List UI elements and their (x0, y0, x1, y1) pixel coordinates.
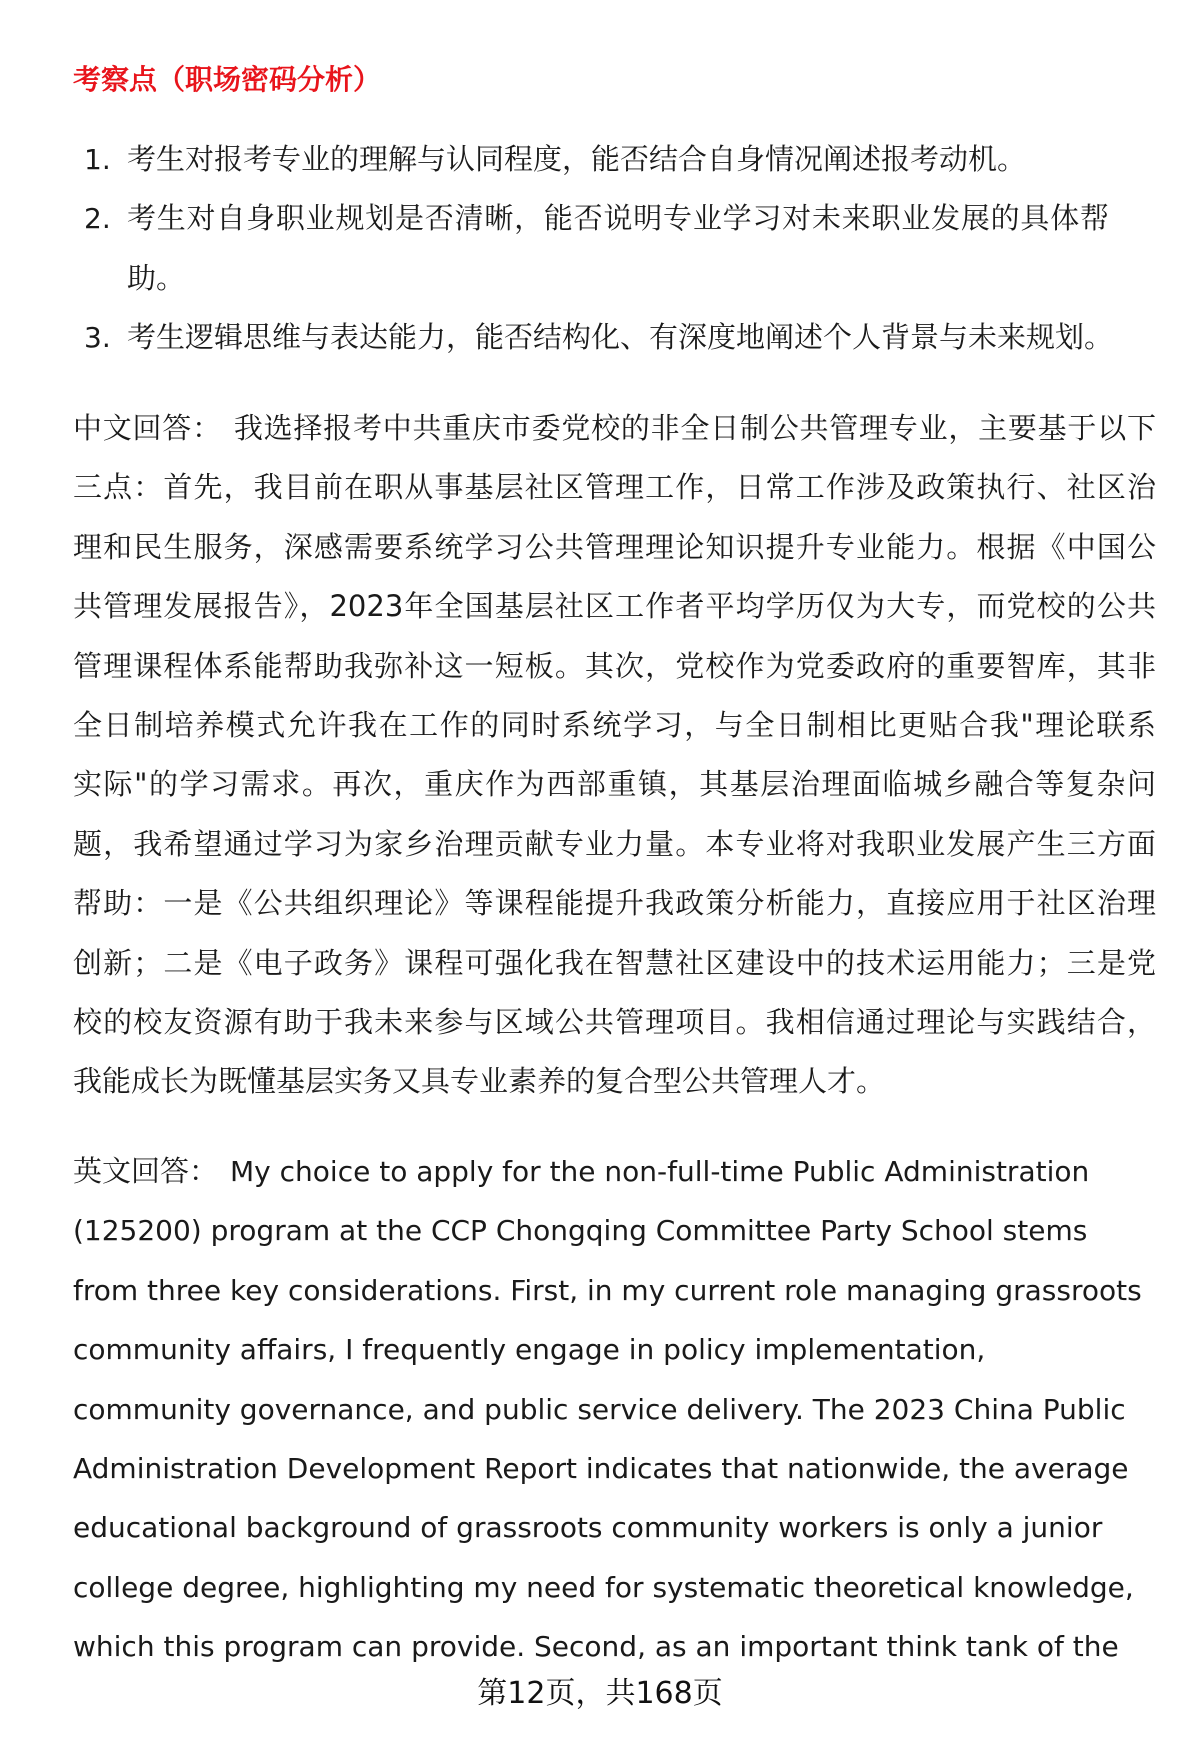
english-answer-paragraph (73, 1142, 1173, 1677)
section-title: 考察点（职场密码分析） (73, 63, 382, 96)
paragraph-line: 理和民生服务，深感需要系统学习公共管理理论知识提升专业能力。根据《中国公 (73, 529, 1156, 564)
paragraph-line: community affairs, I frequently engage in policy implementation, (73, 1333, 986, 1367)
paragraph-line (73, 1142, 1173, 1201)
list-item (0, 130, 1200, 189)
list-item (0, 308, 1200, 367)
list-item-line: 考生对报考专业的理解与认同程度，能否结合自身情况阐述报考动机。 (127, 142, 1027, 176)
paragraph-line: 管理课程体系能帮助我弥补这一短板。其次，党校作为党委政府的重要智库，其非 (73, 648, 1156, 683)
list-item-line: 助。 (127, 260, 186, 295)
paragraph-line: 创新；二是《电子政务》课程可强化我在智慧社区建设中的技术运用能力；三是党 (73, 945, 1156, 980)
paragraph-line: college degree, highlighting my need for systematic theoretical knowledge, (73, 1570, 1134, 1604)
paragraph-text: 我选择报考中共重庆市委党校的非全日制公共管理专业，主要基于以下 (233, 411, 1156, 445)
paragraph-line: 我能成长为既懂基层实务又具专业素养的复合型公共管理人才。 (73, 1064, 886, 1099)
paragraph-line (73, 399, 1156, 458)
list-item (0, 189, 1200, 308)
paragraph-line: 共管理发展报告》，2023年全国基层社区工作者平均学历仅为大专，而党校的公共 (73, 589, 1156, 624)
paragraph-line: (125200) program at the CCP Chongqing Committee Party School stems (73, 1214, 1088, 1248)
english-answer-label: 英文回答： (73, 1154, 219, 1188)
paragraph-line: 帮助：一是《公共组织理论》等课程能提升我政策分析能力，直接应用于社区治理 (73, 886, 1156, 921)
chinese-answer-paragraph (73, 399, 1156, 1112)
paragraph-line: Administration Development Report indicates that nationwide, the average (73, 1451, 1129, 1485)
list-number: 1. (84, 143, 111, 176)
list-number: 2. (84, 202, 111, 236)
paragraph-line: community governance, and public service delivery. The 2023 China Public (73, 1392, 1126, 1426)
paragraph-line: 实际"的学习需求。再次，重庆作为西部重镇，其基层治理面临城乡融合等复杂问 (73, 767, 1156, 802)
paragraph-line: 校的校友资源有助于我未来参与区域公共管理项目。我相信通过理论与实践结合， (73, 1004, 1156, 1039)
paragraph-text: My choice to apply for the non-full-time Public Administration (230, 1155, 1090, 1188)
list-item-line: 考生逻辑思维与表达能力，能否结构化、有深度地阐述个人背景与未来规划。 (127, 320, 1114, 355)
criteria-list (0, 130, 1200, 368)
paragraph-line: educational background of grassroots community workers is only a junior (73, 1511, 1103, 1545)
paragraph-line: 全日制培养模式允许我在工作的同时系统学习，与全日制相比更贴合我"理论联系 (73, 707, 1156, 742)
paragraph-line: 三点：首先，我目前在职从事基层社区管理工作，日常工作涉及政策执行、社区治 (73, 470, 1156, 505)
list-number: 3. (84, 321, 111, 355)
list-item-line: 考生对自身职业规划是否清晰，能否说明专业学习对未来职业发展的具体帮 (127, 201, 1109, 236)
paragraph-line: which this program can provide. Second, as an important think tank of the (73, 1630, 1119, 1664)
chinese-answer-label: 中文回答： (73, 411, 222, 445)
paragraph-line: from three key considerations. First, in my current role managing grassroots (73, 1273, 1142, 1307)
page-number: 第12页，共168页 (477, 1676, 723, 1711)
paragraph-line: 题，我希望通过学习为家乡治理贡献专业力量。本专业将对我职业发展产生三方面 (73, 826, 1156, 861)
